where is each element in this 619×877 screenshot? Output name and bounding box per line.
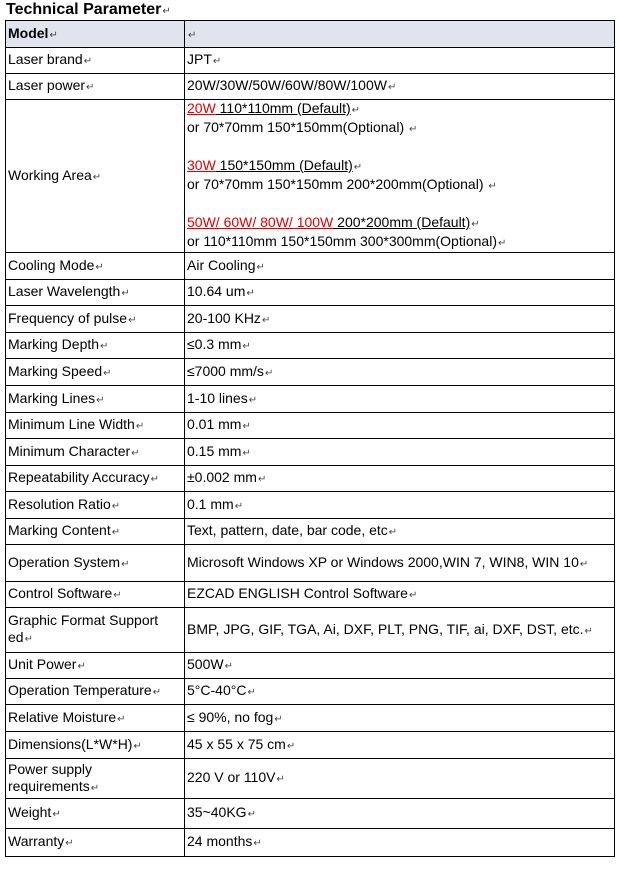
param-name-cell: Warranty↵ (6, 829, 185, 857)
header-value-cell: ↵ (185, 21, 615, 48)
working-area-default-line: 30W 150*150mm (Default)↵ (187, 157, 363, 173)
param-value-cell: 0.1 mm↵ (185, 492, 615, 519)
table-row (6, 519, 615, 545)
param-value-cell (185, 100, 615, 253)
table-row (6, 100, 615, 253)
param-value: Microsoft Windows XP or Windows 2000,WIN 7, WIN8, WIN 10 (187, 553, 579, 570)
param-value-cell: 20-100 KHz↵ (185, 306, 615, 333)
optional-area: or 70*70mm 150*150mm 200*200mm(Optional) (187, 176, 488, 192)
table-row (6, 74, 615, 100)
param-value: 45 x 55 x 75 cm (187, 735, 286, 752)
param-name: Control Software (8, 585, 113, 601)
param-name-cell: Marking Content↵ (6, 519, 185, 545)
param-name-cell: Repeatability Accuracy↵ (6, 466, 185, 492)
table-row (6, 359, 615, 386)
default-area: 110*110mm (Default) (215, 100, 351, 116)
table-row (6, 705, 615, 732)
param-name-cell: Laser power↵ (6, 74, 185, 100)
param-value: 35~40KG (187, 804, 247, 820)
table-row (6, 799, 615, 829)
param-value: Air Cooling (187, 256, 256, 273)
param-name-cell: Dimensions(L*W*H)↵ (6, 732, 185, 759)
table-row (6, 759, 615, 799)
param-name-cell: Unit Power↵ (6, 653, 185, 679)
param-value: ≤0.3 mm (187, 336, 242, 352)
param-value: 220 V or 110V (187, 769, 276, 785)
table-row (6, 333, 615, 359)
param-value: 20-100 KHz (187, 309, 261, 326)
param-name: Power supply requirements (8, 760, 93, 794)
param-name: Working Area (8, 166, 92, 183)
param-value-cell: ±0.002 mm↵ (185, 466, 615, 492)
param-name: Marking Speed (8, 362, 103, 379)
param-name-cell: Operation System↵ (6, 545, 185, 582)
param-name: Laser brand (8, 51, 83, 67)
table-row (6, 306, 615, 333)
param-value: 24 months (187, 833, 253, 849)
param-value-cell: Air Cooling↵ (185, 253, 615, 280)
param-name: Minimum Character (8, 442, 131, 459)
param-value: 10.64 um (187, 283, 246, 299)
param-name: Dimensions(L*W*H) (8, 735, 133, 752)
param-name: Weight (8, 804, 52, 820)
param-value: 20W/30W/50W/60W/80W/100W (187, 77, 387, 93)
param-value: 5°C-40°C (187, 682, 247, 698)
param-value-cell: 500W↵ (185, 653, 615, 679)
table-row (6, 582, 615, 608)
param-name-cell: Cooling Mode↵ (6, 253, 185, 280)
default-area: 150*150mm (Default) (215, 157, 353, 173)
param-name-cell: Minimum Line Width↵ (6, 413, 185, 439)
param-name: Laser power (8, 77, 86, 93)
param-name: Minimum Line Width (8, 416, 135, 432)
param-name: Laser Wavelength (8, 283, 121, 299)
table-row (6, 280, 615, 306)
param-value-cell: Microsoft Windows XP or Windows 2000,WIN 7, WIN8, WIN 10↵ (185, 545, 615, 582)
param-value: EZCAD ENGLISH Control Software (187, 585, 408, 601)
page-title: Technical Parameter↵ (6, 1, 171, 18)
param-name-cell: Operation Temperature↵ (6, 679, 185, 705)
table-row (6, 48, 615, 74)
param-name: Warranty (8, 833, 65, 849)
laser-power-highlight: 20W (187, 100, 216, 116)
table-row (6, 413, 615, 439)
param-value-cell: ≤ 90%, no fog↵ (185, 705, 615, 732)
param-value: BMP, JPG, GIF, TGA, Ai, DXF, PLT, PNG, TIF, ai, DXF, DST, etc. (187, 620, 584, 637)
table-row (6, 829, 615, 857)
param-value-cell: 220 V or 110V↵ (185, 759, 615, 799)
param-name: Cooling Mode (8, 256, 95, 273)
param-name: Frequency of pulse (8, 309, 128, 326)
param-name-cell: Laser brand↵ (6, 48, 185, 74)
param-name: Operation Temperature (8, 682, 152, 698)
param-value-cell: 20W/30W/50W/60W/80W/100W↵ (185, 74, 615, 100)
param-name-cell: Marking Lines↵ (6, 386, 185, 413)
param-value-cell: 10.64 um↵ (185, 280, 615, 306)
table-row (6, 466, 615, 492)
param-value-cell: Text, pattern, date, bar code, etc↵ (185, 519, 615, 545)
table-row (6, 492, 615, 519)
table-row (6, 679, 615, 705)
param-value-cell: 0.01 mm↵ (185, 413, 615, 439)
param-name-cell: Marking Speed↵ (6, 359, 185, 386)
param-name-cell: Frequency of pulse↵ (6, 306, 185, 333)
working-area-default-line: 50W/ 60W/ 80W/ 100W 200*200mm (Default)↵ (187, 214, 480, 230)
default-area: 200*200mm (Default) (333, 214, 471, 230)
param-name: Graphic Format Support ed (8, 612, 159, 645)
param-value-cell: JPT↵ (185, 48, 615, 74)
param-name-cell: Power supply requirements↵ (6, 759, 185, 799)
table-row (6, 732, 615, 759)
param-value-cell: 0.15 mm↵ (185, 439, 615, 466)
laser-power-highlight: 30W (187, 157, 216, 173)
optional-area: or 70*70mm 150*150mm(Optional) (187, 119, 408, 135)
param-name-cell: Resolution Ratio↵ (6, 492, 185, 519)
param-name-cell: Minimum Character↵ (6, 439, 185, 466)
param-value-cell: EZCAD ENGLISH Control Software↵ (185, 582, 615, 608)
param-name: Marking Lines (8, 389, 96, 406)
param-value: Text, pattern, date, bar code, etc (187, 522, 388, 538)
param-name-cell: Laser Wavelength↵ (6, 280, 185, 306)
param-value-cell: ≤7000 mm/s↵ (185, 359, 615, 386)
working-area-optional-line: or 110*110mm 150*150mm 300*300mm(Optional)↵ (187, 233, 507, 249)
param-name-cell: Graphic Format Support ed↵ (6, 608, 185, 653)
param-name: Marking Content (8, 522, 111, 538)
header-key-cell: Model↵ (6, 21, 185, 48)
param-value-cell: ≤0.3 mm↵ (185, 333, 615, 359)
param-value-cell: BMP, JPG, GIF, TGA, Ai, DXF, PLT, PNG, TIF, ai, DXF, DST, etc.↵ (185, 608, 615, 653)
working-area-optional-line: or 70*70mm 150*150mm 200*200mm(Optional) ↵ (187, 176, 497, 192)
table-row (6, 545, 615, 582)
param-value: ±0.002 mm (187, 469, 257, 485)
param-name: Marking Depth (8, 336, 100, 352)
param-value-cell: 45 x 55 x 75 cm↵ (185, 732, 615, 759)
param-value: ≤7000 mm/s (187, 362, 264, 379)
table-row (6, 386, 615, 413)
param-value: 0.01 mm (187, 416, 242, 432)
param-name-cell: Relative Moisture↵ (6, 705, 185, 732)
param-name: Resolution Ratio (8, 495, 111, 512)
param-name-cell: Control Software↵ (6, 582, 185, 608)
table-row (6, 253, 615, 280)
param-name: Operation System (8, 553, 121, 570)
param-name: Unit Power (8, 656, 77, 672)
param-name-cell: Marking Depth↵ (6, 333, 185, 359)
laser-power-highlight: 50W/ 60W/ 80W/ 100W (187, 214, 334, 230)
param-value: JPT (187, 51, 212, 67)
optional-area: or 110*110mm 150*150mm 300*300mm(Optional) (187, 233, 497, 249)
table-row (6, 439, 615, 466)
param-value-cell: 35~40KG↵ (185, 799, 615, 829)
param-value: 500W (187, 656, 224, 672)
table-header-row (6, 21, 615, 48)
param-value: 0.15 mm (187, 442, 242, 459)
param-name-cell: Working Area↵ (6, 100, 185, 253)
param-value-cell: 1-10 lines↵ (185, 386, 615, 413)
param-value-cell: 24 months↵ (185, 829, 615, 857)
table-row (6, 608, 615, 653)
working-area-optional-line: or 70*70mm 150*150mm(Optional) ↵ (187, 119, 418, 135)
param-name-cell: Weight↵ (6, 799, 185, 829)
param-value: ≤ 90%, no fog (187, 708, 274, 725)
param-name: Relative Moisture (8, 708, 117, 725)
table-row (6, 653, 615, 679)
spec-table (5, 20, 615, 857)
param-name: Repeatability Accuracy (8, 469, 150, 485)
param-value-cell: 5°C-40°C↵ (185, 679, 615, 705)
param-value: 0.1 mm (187, 495, 234, 512)
param-value: 1-10 lines (187, 389, 248, 406)
working-area-default-line: 20W 110*110mm (Default)↵ (187, 100, 361, 116)
